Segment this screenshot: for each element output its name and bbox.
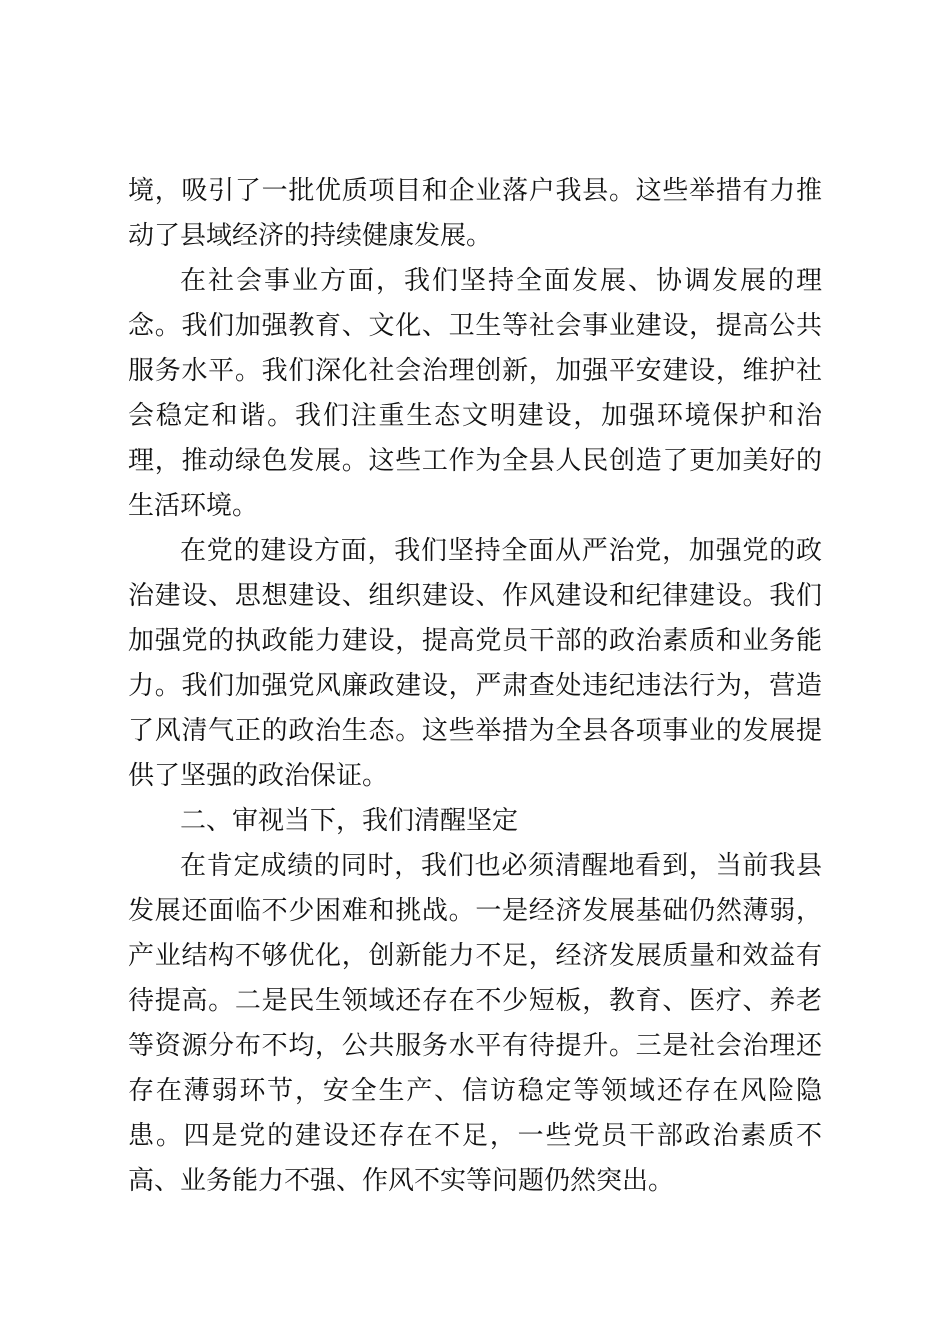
paragraph-social-affairs: 在社会事业方面，我们坚持全面发展、协调发展的理念。我们加强教育、文化、卫生等社会事业建设，提高公共服务水平。我们深化社会治理创新，加强平安建设，维护社会稳定和谐。我们注重生态文明建设，加强环境保护和治理，推动绿色发展。这些工作为全县人民创造了更加美好的生活环境。: [128, 266, 822, 521]
paragraph-challenges: 在肯定成绩的同时，我们也必须清醒地看到，当前我县发展还面临不少困难和挑战。一是经济发展基础仍然薄弱，产业结构不够优化，创新能力不足，经济发展质量和效益有待提高。二是民生领域还存在不少短板，教育、医疗、养老等资源分布不均，公共服务水平有待提升。三是社会治理还存在薄弱环节，安全生产、信访稳定等领域还存在风险隐患。四是党的建设还存在不足，一些党员干部政治素质不高、业务能力不强、作风不实等问题仍然突出。: [128, 851, 822, 1196]
paragraph-party-building: 在党的建设方面，我们坚持全面从严治党，加强党的政治建设、思想建设、组织建设、作风建设和纪律建设。我们加强党的执政能力建设，提高党员干部的政治素质和业务能力。我们加强党风廉政建设，严肃查处违纪违法行为，营造了风清气正的政治生态。这些举措为全县各项事业的发展提供了坚强的政治保证。: [128, 536, 822, 791]
paragraph-economy-continued: 境，吸引了一批优质项目和企业落户我县。这些举措有力推动了县域经济的持续健康发展。: [128, 176, 822, 251]
section-heading: 二、审视当下，我们清醒坚定: [180, 806, 519, 836]
document-body: [128, 169, 822, 1204]
